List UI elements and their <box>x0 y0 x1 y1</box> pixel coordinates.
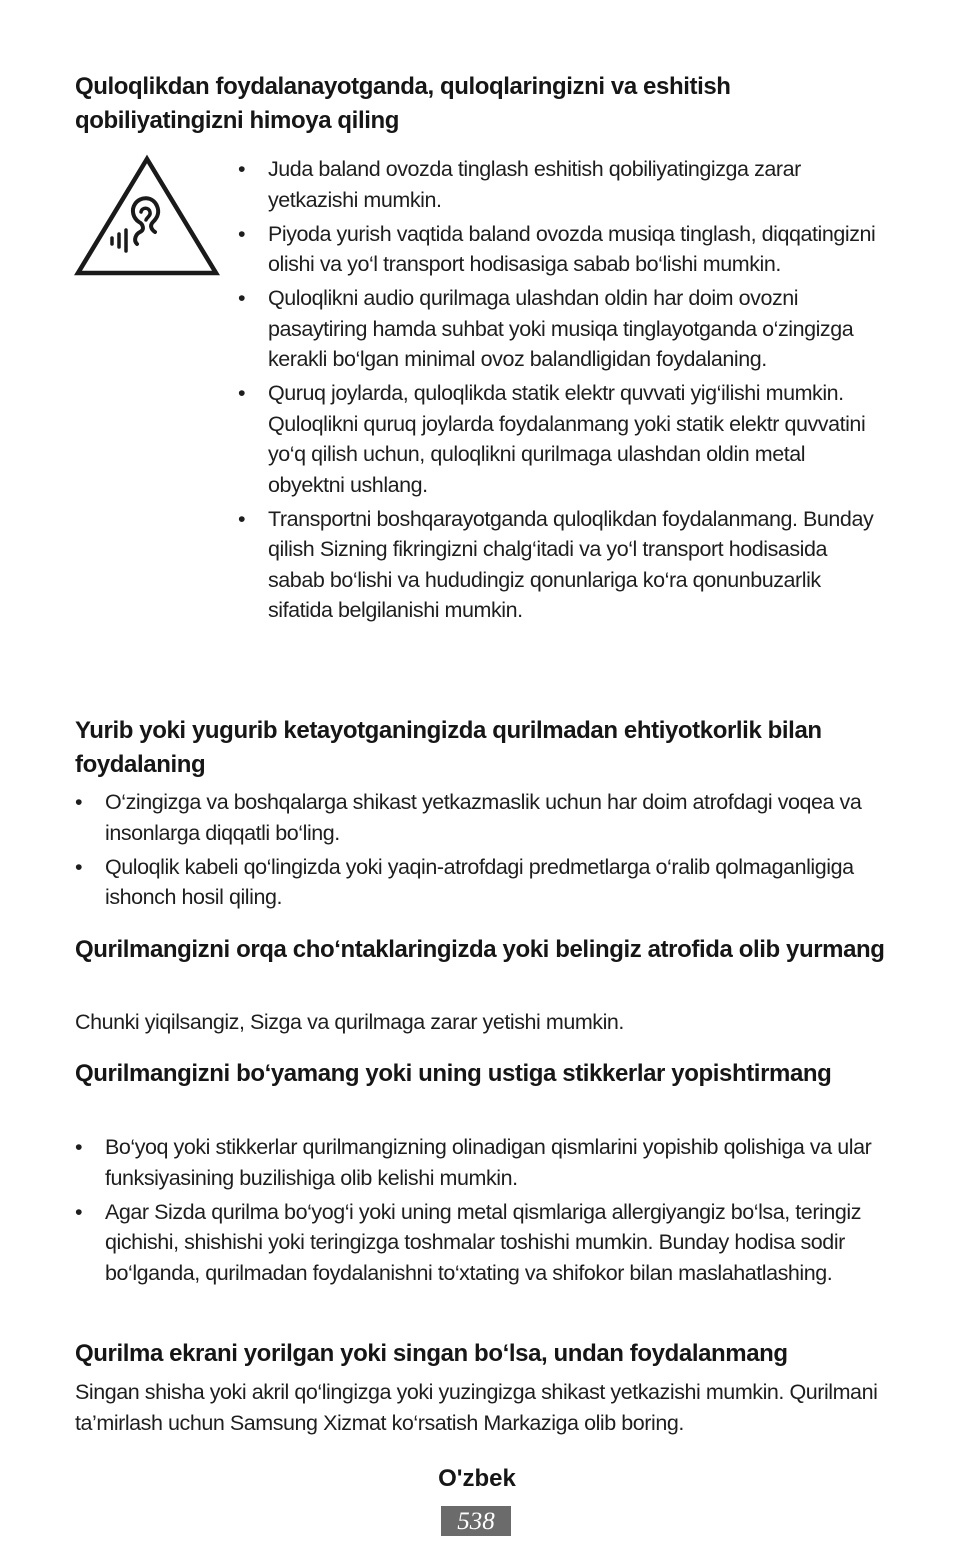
section-heading-paint: Qurilmangizni bo‘yamang yoki uning ustiga stikkerlar yopishtirmang <box>75 1060 832 1087</box>
pockets-text: Chunki yiqilsangiz, Sizga va qurilmaga zarar yetishi mumkin. <box>75 1010 624 1034</box>
page-number: 538 <box>441 1506 511 1536</box>
cracked-screen-text: Singan shisha yoki akril qo‘lingizga yoki yuzingizga shikast yetkazishi mumkin. Qurilmani ta’mirlash uchun Samsung Xizmat ko‘rsatish Markaziga olib boring. <box>75 1380 878 1435</box>
list-item: • O‘zingizga va boshqalarga shikast yetkazmaslik uchun har doim atrofdagi voqea va insonlarga diqqatli bo‘ling. <box>75 790 862 845</box>
walking-bullet-list <box>75 787 880 916</box>
hearing-warning-icon <box>73 154 221 278</box>
list-item: • Quruq joylarda, quloqlikda statik elektr quvvati yig‘ilishi mumkin. Quloqlikni quruq joylarda foydalanmang yoki statik elektr quvvatini yo‘q qilish uchun, quloqlikni qurilmaga ulashdan oldin metal obyektni ushlang. <box>238 381 866 497</box>
list-item: • Piyoda yurish vaqtida baland ovozda musiqa tinglash, diqqatingizni olishi va yo‘l transport hodisasiga sabab bo‘lishi mumkin. <box>238 221 876 276</box>
list-item: • Transportni boshqarayotganda quloqlikdan foydalanmang. Bunday qilish Sizning fikringizni chalg‘itadi va yo‘l transport hodisasida sabab bo‘lishi va hududingiz qonunlariga ko‘ra qonunbuzarlik sifatida belgilanishi mumkin. <box>238 506 874 622</box>
section-heading-pockets: Qurilmangizni orqa cho‘ntaklaringizda yoki belingiz atrofida olib yurmang <box>75 936 885 963</box>
footer-language: O'zbek <box>438 1465 516 1492</box>
list-item: • Quloqlikni audio qurilmaga ulashdan oldin har doim ovozni pasaytiring hamda suhbat yoki musiqa tinglayotganda o‘zingizga kerakli bo‘lgan minimal ovoz balandligidan foydalaning. <box>238 286 854 371</box>
list-item: • Agar Sizda qurilma bo‘yog‘i yoki uning metal qismlariga allergiyangiz bo‘lsa, teringiz qichishi, shishishi yoki teringizga toshmalar toshishi mumkin. Bunday hodisa sodir bo‘lganda, qurilmadan foydalanishni to‘xtating va shifokor bilan maslahatlashing. <box>75 1199 861 1285</box>
section-heading-headphones: Quloqlikdan foydalanayotganda, quloqlaringizni va eshitish qobiliyatingizni himoya qiling <box>75 73 731 134</box>
section-heading-walking: Yurib yoki yugurib ketayotganingizda qurilmadan ehtiyotkorlik bilan foydalaning <box>75 717 822 778</box>
headphone-bullet-list <box>238 154 878 629</box>
list-item: • Bo‘yoq yoki stikkerlar qurilmangizning olinadigan qismlarini yopishib qolishiga va ular funksiyasining buzilishiga olib kelishi mumkin. <box>75 1135 872 1190</box>
section-heading-cracked-screen: Qurilma ekrani yorilgan yoki singan bo‘lsa, undan foydalanmang <box>75 1340 788 1367</box>
paint-bullet-list <box>75 1132 885 1292</box>
list-item: • Juda baland ovozda tinglash eshitish qobiliyatingizga zarar yetkazishi mumkin. <box>238 157 801 212</box>
list-item: • Quloqlik kabeli qo‘lingizda yoki yaqin-atrofdagi predmetlarga o‘ralib qolmaganligiga ishonch hosil qiling. <box>75 854 854 909</box>
